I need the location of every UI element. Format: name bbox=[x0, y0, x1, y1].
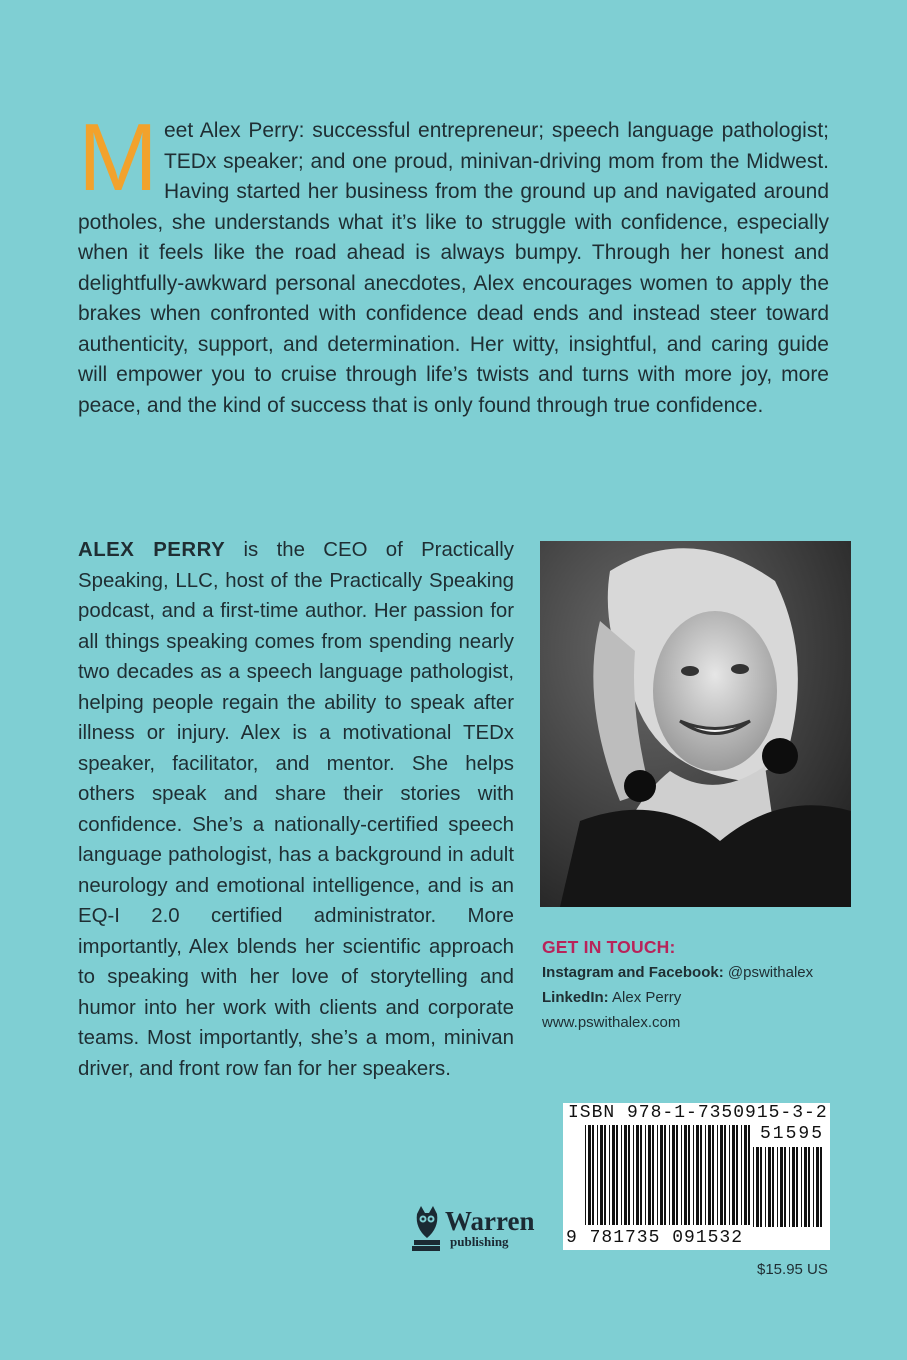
social-handle[interactable]: @pswithalex bbox=[723, 964, 814, 981]
barcode-bar bbox=[741, 1125, 742, 1225]
drop-cap: M bbox=[78, 104, 158, 211]
bio-text: is the CEO of Practically Speaking, LLC, host of the Practically Speaking podcast, and a first-time author. Her passion for all things speaking comes from spending nearly two decades as a speech language pathologist, helping people regain the ability to speak after illness or injury. Alex is a motivational TEDx speaker, facilitator, and mentor. She helps others speak and share their stories with confidence. She’s a nationally-certified speech language pathologist, has a background in adult neurology and emotional intelligence, and is an EQ-I 2.0 certified administrator. More importantly, Alex blends her scientific approach to speaking with her love of storytelling and humor into her work with clients and corporate teams. Most importantly, she’s a mom, minivan driver, and front row fan for her speakers. bbox=[78, 539, 514, 1080]
barcode-bar bbox=[672, 1125, 675, 1225]
linkedin-value[interactable]: Alex Perry bbox=[608, 989, 682, 1006]
publisher-name: Warren bbox=[445, 1206, 535, 1236]
barcode-bar bbox=[592, 1125, 594, 1225]
publisher-logo bbox=[412, 1200, 552, 1256]
social-label: Instagram and Facebook: bbox=[542, 964, 724, 981]
barcode-bar bbox=[712, 1125, 714, 1225]
barcode-bar bbox=[616, 1125, 618, 1225]
barcode-bar bbox=[609, 1125, 610, 1225]
barcode-bar bbox=[684, 1125, 687, 1225]
barcode-bar bbox=[813, 1147, 814, 1227]
barcode-bar bbox=[657, 1125, 658, 1225]
barcode-bar bbox=[777, 1147, 778, 1227]
barcode-bar bbox=[688, 1125, 690, 1225]
price: $15.95 US bbox=[757, 1261, 828, 1278]
barcode-bar bbox=[612, 1125, 615, 1225]
linkedin-label: LinkedIn: bbox=[542, 989, 609, 1006]
barcode-bar bbox=[808, 1147, 810, 1227]
owl-on-books-icon bbox=[412, 1204, 442, 1252]
barcode-bar bbox=[645, 1125, 646, 1225]
barcode-bar bbox=[744, 1125, 747, 1225]
barcode-bar bbox=[700, 1125, 702, 1225]
barcode-bar bbox=[588, 1125, 591, 1225]
publisher-sub: publishing bbox=[450, 1234, 509, 1249]
barcode-bar bbox=[804, 1147, 807, 1227]
barcode-bar bbox=[780, 1147, 783, 1227]
barcode-bar bbox=[756, 1147, 759, 1227]
contact-heading: GET IN TOUCH: bbox=[542, 937, 676, 957]
barcode-bar bbox=[768, 1147, 771, 1227]
barcode-bar bbox=[796, 1147, 798, 1227]
barcode-bar bbox=[640, 1125, 642, 1225]
barcode-bar bbox=[765, 1147, 766, 1227]
barcode-bar bbox=[664, 1125, 666, 1225]
barcode-bar bbox=[816, 1147, 819, 1227]
price-code: 51595 bbox=[759, 1124, 824, 1144]
barcode-bar bbox=[772, 1147, 774, 1227]
barcode-bar bbox=[681, 1125, 682, 1225]
barcode-bar bbox=[720, 1125, 723, 1225]
barcode-bar bbox=[693, 1125, 694, 1225]
isbn-barcode bbox=[563, 1103, 830, 1250]
book-description bbox=[78, 104, 829, 421]
barcode-bar bbox=[789, 1147, 790, 1227]
barcode-bar bbox=[604, 1125, 606, 1225]
barcode-bar bbox=[676, 1125, 678, 1225]
contact-info bbox=[542, 934, 862, 1035]
barcode-bar bbox=[600, 1125, 603, 1225]
barcode-bar bbox=[801, 1147, 802, 1227]
barcode-bar bbox=[628, 1125, 630, 1225]
barcode-bar bbox=[748, 1125, 750, 1225]
barcode-bar bbox=[585, 1125, 586, 1225]
barcode-bar bbox=[660, 1125, 663, 1225]
barcode-bar bbox=[669, 1125, 670, 1225]
barcode-bar bbox=[729, 1125, 730, 1225]
barcode-bar bbox=[724, 1125, 726, 1225]
barcode-bar bbox=[624, 1125, 627, 1225]
description-text: eet Alex Perry: successful entrepreneur; speech language pathologist; TEDx speaker; and one proud, minivan-driving mom from the Midwest. Having started her business from the ground up and navigated around potholes, she understands what it’s like to struggle with confidence, especially when it feels like the road ahead is always bumpy. Through her honest and delightfully-awkward personal anecdotes, Alex encourages women to apply the brakes when confronted with confidence dead ends and instead steer toward authenticity, support, and determination. Her witty, insightful, and caring guide will empower you to cruise through life’s twists and turns with more joy, more peace, and the kind of success that is only found through true confidence. bbox=[78, 119, 829, 417]
barcode-bar bbox=[705, 1125, 706, 1225]
barcode-bar bbox=[820, 1147, 822, 1227]
author-bio bbox=[78, 535, 514, 1084]
website-link[interactable]: www.pswithalex.com bbox=[542, 1014, 681, 1031]
barcode-bar bbox=[736, 1125, 738, 1225]
barcode-bar bbox=[732, 1125, 735, 1225]
barcode-bar bbox=[652, 1125, 654, 1225]
barcode-bar bbox=[717, 1125, 718, 1225]
barcode-bar bbox=[636, 1125, 639, 1225]
barcode-bars bbox=[585, 1125, 755, 1229]
author-photo bbox=[540, 541, 851, 907]
barcode-bar bbox=[633, 1125, 634, 1225]
barcode-bar bbox=[760, 1147, 762, 1227]
barcode-bar bbox=[621, 1125, 622, 1225]
barcode-bar bbox=[597, 1125, 598, 1225]
barcode-bar bbox=[792, 1147, 795, 1227]
author-name: ALEX PERRY bbox=[78, 539, 226, 561]
barcode-bar bbox=[708, 1125, 711, 1225]
social-line bbox=[542, 960, 862, 985]
barcode-bar bbox=[784, 1147, 786, 1227]
ean-number: 9 781735 091532 bbox=[566, 1228, 744, 1248]
addon-barcode-bars bbox=[753, 1147, 825, 1227]
barcode-bar bbox=[648, 1125, 651, 1225]
barcode-bar bbox=[696, 1125, 699, 1225]
barcode-bar bbox=[753, 1147, 754, 1227]
isbn-text: ISBN 978-1-7350915-3-2 bbox=[568, 1103, 828, 1123]
linkedin-line bbox=[542, 985, 862, 1010]
